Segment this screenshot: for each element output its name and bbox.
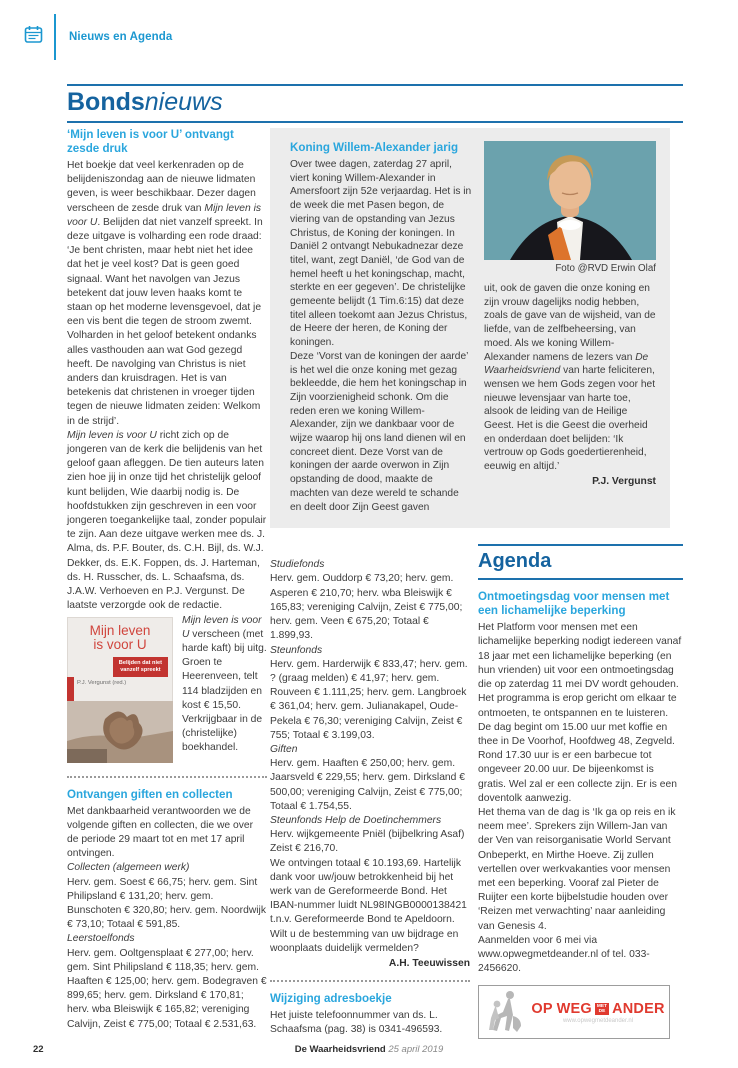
fund-text: Herv. gem. Haaften € 250,00; herv. gem. Jaarsveld € 229,55; herv. gem. Dirksland € 500,00; vereniging Calvijn, Zeist € 775,00; Totaal € 1.754,55.: [270, 758, 465, 812]
calendar-icon: [24, 25, 43, 49]
rule-bottom: [67, 121, 683, 123]
book-title-line1: Mijn leven: [89, 622, 151, 638]
rule-top: [67, 84, 683, 86]
book-title-line2: is voor U: [93, 636, 147, 652]
text-segment: verscheen (met harde kaft) bij uitg. Groen te Heerenveen, telt 114 bladzijden en kost € 15,50. Verkrijgbaar in de (christelijke) boekhandel.: [182, 628, 267, 754]
koning-paragraph-2: Deze ‘Vorst van de koningen der aarde’ is het wel die onze koning met gezag bekleedde, die hem het koningschap in Zijn voorzienigheid schonk. Om die reden eren we koning Willem-Alexander, zijn we dankbaar voor de wijze waarop hij ons land dienen wil en concreet dient. Deze Vorst van de koningen der aarde overwon in Zijn opstanding de dood, maakte de machten van deze wereld te schande en deelt door Zijn Geest gaven: [290, 350, 469, 513]
fund-text: Herv. gem. Ooltgensplaat € 277,00; herv. gem. Sint Philipsland € 118,35; herv. gem. Haaften € 125,00; herv. gem. Bodegraven € 899,65; herv. gem. Dirksland € 170,81; herv. wba Bleiswijk € 165,82; vereniging Calvijn, Zeist € 775,00; Totaal € 2.531,63.: [67, 947, 267, 1030]
column-2-lower: [270, 558, 470, 1039]
photo-caption: Foto @RVD Erwin Olaf: [555, 263, 656, 274]
page-title: [67, 89, 683, 117]
column-1: [67, 128, 267, 1039]
fund-name: Giften: [270, 743, 298, 755]
text-segment: van harte feliciteren, wensen we hem Gods zegen voor het nieuwe levensjaar van harte toe, alsook de leiding van de Heilige Geest. Het is die Geest die overheid en onderdaan doet belijden: ‘Ik vertrouw op Gods goedertierenheid, eeuwig en altijd.’: [484, 365, 656, 473]
ad-text: [531, 1001, 665, 1024]
king-portrait-photo: [484, 141, 656, 260]
fund-entry: [270, 743, 470, 814]
agenda-paragraph-2: Het thema van de dag is ‘Ik ga op reis en ik neem mee’. Sprekers zijn Willem-Jan van der Ven van reisorganisatie World Servant Onbeperkt, en Mirthe Hoeve. Zij zullen vertellen over werkvakanties voor mensen met een beperking. Vooraf zal Pieter de Ruijter een korte bijbelstudie houden over ‘Reizen met verwachting’ naar aanleiding van Genesis 4.: [478, 806, 676, 932]
article-druk-paragraph-3: [67, 614, 267, 765]
koning-paragraph-1: Over twee dagen, zaterdag 27 april, viert koning Willem-Alexander in Amersfoort zijn 52e verjaardag. Het is in de week die met Pasen begon, de viering van de opstanding van Jezus Christus, de Koning der koningen. In Daniël 2 ontvangt Nebukadnezar deze titel, want, zegt Daniël, ‘de God van de hemel heeft u het koningschap, macht, sterkte en eer gegeven’. De christelijke gemeente belijdt (1 Tim.6:15) dat deze titel alleen toekomt aan Jezus Christus, de Heere der heren, de Koning der koningen.: [290, 159, 472, 349]
page-footer: [0, 1044, 738, 1058]
agenda-title: Agenda: [478, 550, 552, 573]
koning-signature: P.J. Vergunst: [592, 475, 656, 487]
text-segment: . Belijden dat niet vanzelf spreekt. In deze uitgave is volharding een rode draad: ‘Je bent christen, maar hebt niet het idee dat het je veel kost? Dat is geen goed signaal. Want het navolgen van Jezus betekent dat jouw leven haaks komt te staan op het moderne levensgevoel, dat je een vis bent die tegen de stroom zwemt. Volharden in het geloof betekent ondanks alles vasthouden aan wat God gezegd heeft. De navolging van Christus is niet anders dan kruisdragen. Het is van betekenis dat christenen in vroeger tijden tegen de nieuwe lidmaten zeiden: Welkom in de strijd’.: [67, 216, 263, 427]
koning-paragraph-3: [484, 282, 656, 474]
footer-center: [0, 1044, 738, 1055]
fund-text: Herv. wijkgemeente Pniël (bijbelkring Asaf) Zeist € 216,70.: [270, 829, 465, 855]
ad-brand: [531, 1001, 665, 1017]
koning-article-box: [270, 128, 670, 528]
giften-signature: A.H. Teeuwissen: [388, 957, 470, 969]
fund-name: Studiefonds: [270, 559, 325, 571]
fund-entry: [67, 932, 267, 1031]
content-columns: [67, 128, 683, 1039]
rule-bottom: [478, 578, 683, 580]
fund-entry: [270, 814, 470, 857]
agenda-paragraph-1: Het Platform voor mensen met een lichamelijke beperking nodigt iedereen vanaf 18 jaar met een lichamelijke beperking (en hun vrienden) uit voor een ontmoetingsdag die op zaterdag 11 mei DV wordt gehouden. Het programma is erop gericht om elkaar te ontmoeten, te ontspannen en te luisteren. De dag begint om 15.00 uur met koffie en thee in De Voorhof, Hoofdweg 48, Zegveld. Rond 17.30 uur is er een barbecue tot ongeveer 20.00 uur. De bijeenkomst is gratis. Wel zal er een collecte zijn. Er is een doventolk aanwezig.: [478, 622, 682, 804]
fund-name: Leerstoelfonds: [67, 933, 135, 945]
book-ribbon-line1: Belijden dat niet: [118, 659, 162, 666]
rule-top: [478, 544, 683, 546]
book-spine: [67, 677, 74, 701]
text-segment: uit, ook de gaven die onze koning en zijn vrouw dagelijks nodig hebben, zoals de gave van de wijsheid, van de liefde, van de zelfbeheersing, van moed. Als we koning Willem-Alexander namens de lezers van: [484, 283, 656, 363]
magazine-name: De Waarheidsvriend: [294, 1044, 386, 1055]
adres-text: Het juiste telefoonnummer van ds. L. Schaafsma (pag. 38) is 0341-496593.: [270, 1009, 443, 1036]
text-segment-italic: Mijn leven is voor U: [67, 202, 262, 228]
title-italic: nieuws: [144, 88, 223, 116]
ad-word-2: ANDER: [612, 1000, 665, 1017]
koning-photo-column: [484, 141, 656, 514]
article-druk-paragraph-2: [67, 429, 267, 614]
fund-entry: [270, 644, 470, 743]
opweg-advertisement: [478, 985, 670, 1039]
issue-date: 25 april 2019: [388, 1044, 444, 1055]
book-cover-title: [67, 617, 173, 652]
fund-text: Herv. gem. Harderwijk € 833,47; herv. gem. ? (graag melden) € 41,97; herv. gem. Rouveen € 1.111,25; herv. gem. Langbroek € 361,04; herv. gem. Julianakapel, Oude-Pekela € 76,30; vereniging Calvijn, Zeist € 755; Totaal € 3.199,03.: [270, 658, 468, 741]
dotted-divider: [270, 980, 470, 982]
article-giften-title: Ontvangen giften en collecten: [67, 787, 233, 801]
fund-entry: [270, 558, 470, 643]
bondsnieuws-band: [67, 84, 683, 123]
adres-title: Wijziging adresboekje: [270, 991, 392, 1005]
book-cover-image: [67, 617, 173, 763]
page-header: [24, 12, 172, 62]
agenda-paragraph-3: Aanmelden voor 6 mei via www.opwegmetdeander.nl of tel. 033-2456620.: [478, 934, 650, 975]
title-bold: Bonds: [67, 88, 145, 116]
fund-entry: [67, 861, 267, 932]
koning-text-column: [290, 141, 472, 514]
koning-title: Koning Willem-Alexander jarig: [290, 141, 459, 154]
header-label: Nieuws en Agenda: [69, 31, 173, 43]
ad-url: www.opwegmetdeander.nl: [562, 1017, 634, 1024]
article-druk-title: ‘Mijn leven is voor U’ ontvangt zesde druk: [67, 128, 234, 155]
fund-name: Steunfonds Help de Doetinchemmers: [270, 814, 442, 826]
giften-intro: Met dankbaarheid verantwoorden we de volgende giften en collecten, die we over de periode 29 maart tot en met 17 april ontvingen.: [67, 805, 254, 860]
dotted-divider: [67, 776, 267, 778]
text-segment-italic: De Waarheidsvriend: [484, 351, 649, 377]
text-segment: Het boekje dat veel kerkenraden op de belijdeniszondag aan de nieuwe lidmaten geven, is weer beschikbaar. Dezer dagen verscheen de zesde druk van: [67, 160, 256, 214]
text-segment: richt zich op de jongeren van de kerk die belijdenis van het geloof gaan afleggen. De tien auteurs laten zien hoe jij in onze tijd het christelijk geloof kunt belijden, Wie daarbij nodig is. De hoofdstukken zijn geschreven in een voor jongeren toegankelijke taal, zonder populair te zijn. Aan deze uitgave werken mee ds. J. Alma, ds. P.F. Bouter, ds. C.H. Bijl, ds. W.J. Dekker, ds. E.K. Foppen, ds. J. Harteman, ds. H. Russcher, ds. L. Schaafsma, ds. J.A.W. Verhoeven en P.J. Vergunst. De laatste verzorgde ook de redactie.: [67, 429, 267, 612]
ad-word-1: OP WEG: [531, 1000, 592, 1017]
ad-small-line2: DE: [598, 1008, 606, 1014]
fund-name: Steunfonds: [270, 644, 323, 656]
agenda-band: [478, 544, 683, 580]
giften-closing: We ontvingen totaal € 10.193,69. Hartelijk dank voor uw/jouw betrokkenheid bij het werk van de Gereformeerde Bond. Het IBAN-nummer luidt NL98INGB0000138421 t.n.v. Gereformeerde Bond te Apeldoorn. Wilt u de bestemming van uw bijdrage en woonplaats duidelijk vermelden?: [270, 857, 467, 954]
right-block: [270, 128, 683, 1039]
fund-text: Herv. gem. Ouddorp € 73,20; herv. gem. Asperen € 210,70; herv. wba Bleiswijk € 165,83; vereniging Calvijn, Zeist € 775,00; herv. gem. Veen € 675,20; Totaal € 1.899,93.: [270, 573, 463, 642]
header-divider: [54, 14, 56, 60]
page-number: 22: [33, 1044, 44, 1055]
praying-hands-image: [67, 701, 173, 763]
fund-name: Collecten (algemeen werk): [67, 862, 190, 874]
book-ribbon-line2: vanzelf spreekt: [120, 666, 161, 673]
fund-text: Herv. gem. Soest € 66,75; herv. gem. Sint Philipsland € 131,20; herv. gem. Bunschoten € 320,80; herv. gem. Noordwijk € 73,10; Totaal € 591,85.: [67, 876, 266, 931]
lower-columns: [270, 528, 683, 1039]
ad-small-words: [595, 1003, 609, 1015]
article-druk-paragraph-1: [67, 159, 267, 429]
ad-small-line1: MET: [596, 1003, 608, 1009]
book-ribbon: [113, 657, 168, 677]
walking-figures-silhouette-icon: [483, 988, 531, 1036]
column-3-lower: [478, 544, 683, 1039]
text-segment-italic: Mijn leven is voor U: [67, 429, 157, 441]
text-segment-italic: Mijn leven is voor U: [182, 614, 262, 640]
book-author: P.J. Vergunst (red.): [77, 679, 127, 686]
event-title: Ontmoetingsdag voor mensen met een lichamelijke beperking: [478, 590, 670, 618]
